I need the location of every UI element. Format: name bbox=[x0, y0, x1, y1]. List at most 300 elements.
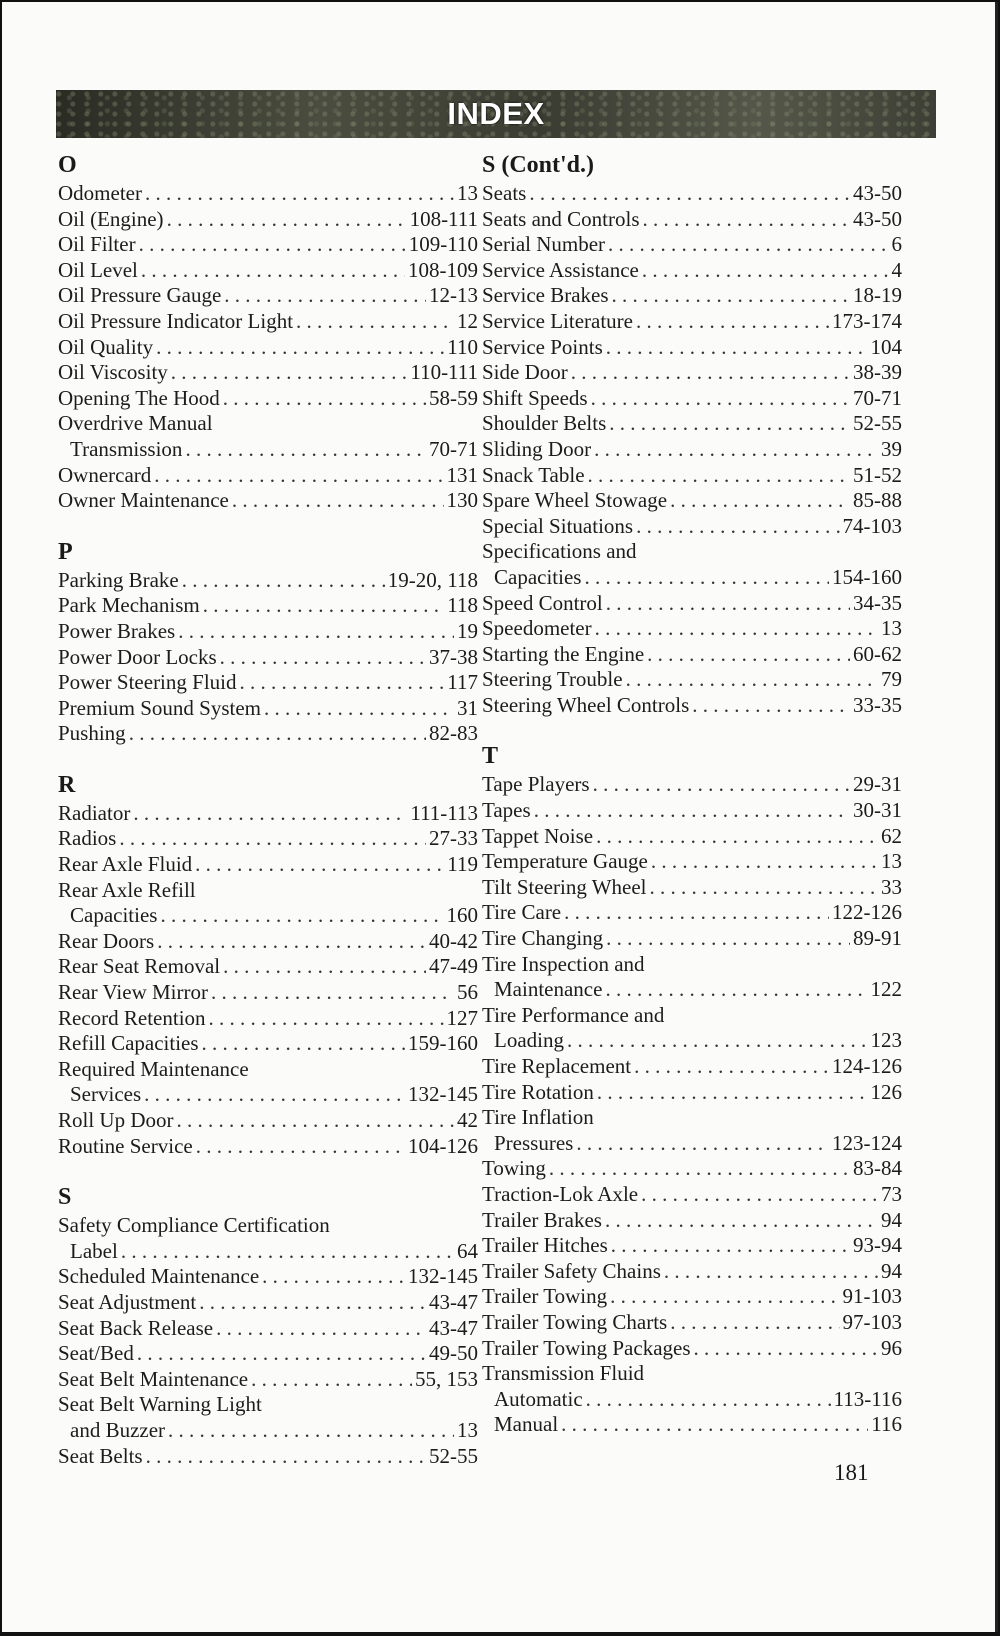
index-entry-term: Premium Sound System bbox=[58, 695, 262, 720]
page-number: 181 bbox=[834, 1460, 869, 1485]
index-entry-term: Seats and Controls bbox=[482, 206, 640, 231]
index-entry bbox=[482, 900, 902, 926]
index-entry bbox=[58, 929, 478, 955]
index-entry-term: Rear View Mirror bbox=[58, 980, 208, 1005]
dot-leader bbox=[609, 411, 850, 437]
index-entry-pages: 97-103 bbox=[842, 1309, 902, 1334]
dot-leader bbox=[182, 568, 385, 594]
dot-leader bbox=[137, 1341, 426, 1367]
index-entry-pages: 124-126 bbox=[832, 1054, 902, 1078]
dot-leader bbox=[232, 488, 444, 514]
index-entry-term: Trailer Towing Packages bbox=[482, 1335, 691, 1360]
index-entry bbox=[482, 1233, 902, 1259]
index-entry-term: Snack Table bbox=[482, 462, 585, 487]
index-entry bbox=[482, 565, 902, 591]
index-entry bbox=[58, 258, 478, 284]
dot-leader bbox=[694, 1336, 878, 1362]
index-entry bbox=[482, 1387, 902, 1413]
index-entry bbox=[58, 568, 478, 594]
index-entry bbox=[482, 514, 902, 540]
index-entry-term: Speed Control bbox=[482, 590, 603, 615]
dot-leader bbox=[634, 1054, 829, 1080]
index-entry bbox=[482, 1054, 902, 1080]
index-entry-term: Seat Belt Warning Light bbox=[58, 1392, 262, 1417]
index-entry-pages: 108-111 bbox=[409, 206, 478, 231]
dot-leader bbox=[196, 1134, 405, 1160]
dot-leader bbox=[167, 207, 407, 233]
dot-leader bbox=[626, 667, 878, 693]
index-entry-subterm: Services bbox=[70, 1082, 142, 1107]
index-entry-term: Rear Seat Removal bbox=[58, 954, 221, 979]
dot-leader bbox=[692, 693, 850, 719]
index-entry bbox=[482, 488, 902, 514]
dot-leader bbox=[224, 283, 426, 309]
index-entry-pages: 70-71 bbox=[853, 385, 902, 410]
index-section-o bbox=[58, 149, 478, 514]
index-entry-pages: 126 bbox=[870, 1079, 902, 1104]
dot-leader bbox=[651, 849, 878, 875]
dot-leader bbox=[593, 772, 850, 798]
index-entry-term: Oil Pressure Gauge bbox=[58, 283, 222, 308]
index-entry-pages: 13 bbox=[457, 181, 478, 205]
index-entry bbox=[58, 852, 478, 878]
index-entry-pages: 30-31 bbox=[853, 798, 902, 823]
index-entry-term: Tappet Noise bbox=[482, 823, 594, 848]
dot-leader bbox=[296, 309, 454, 335]
page-title: INDEX bbox=[447, 96, 545, 131]
index-entry-subterm: Maintenance bbox=[494, 977, 603, 1002]
index-entry-pages: 13 bbox=[881, 849, 902, 874]
index-entry bbox=[58, 386, 478, 412]
index-entry-term: Routine Service bbox=[58, 1133, 193, 1158]
dot-leader bbox=[534, 798, 850, 824]
index-entry bbox=[482, 591, 902, 617]
index-entry bbox=[58, 1418, 478, 1444]
dot-leader bbox=[606, 926, 850, 952]
index-entry-term: Serial Number bbox=[482, 232, 606, 257]
index-entry bbox=[482, 283, 902, 309]
index-entry-term: Power Brakes bbox=[58, 618, 176, 643]
dot-leader bbox=[567, 1028, 868, 1054]
index-entry bbox=[58, 181, 478, 207]
index-entry-subterm: Capacities bbox=[70, 903, 158, 928]
index-entry-subterm: Transmission bbox=[70, 436, 183, 461]
dot-leader bbox=[133, 801, 407, 827]
dot-leader bbox=[606, 335, 868, 361]
index-section-s bbox=[58, 1181, 478, 1469]
index-entry-term: Towing bbox=[482, 1156, 546, 1181]
dot-leader bbox=[223, 954, 426, 980]
index-entry bbox=[58, 670, 478, 696]
index-entry bbox=[482, 309, 902, 335]
index-entry-term: Tire Inspection and bbox=[482, 951, 645, 976]
index-entry-term: Rear Doors bbox=[58, 928, 155, 953]
index-entry bbox=[482, 875, 902, 901]
dot-leader bbox=[643, 207, 851, 233]
index-entry-subterm: Manual bbox=[494, 1412, 559, 1437]
index-entry bbox=[482, 693, 902, 719]
index-entry-pages: 33 bbox=[881, 874, 902, 899]
index-entry-pages: 109-110 bbox=[408, 232, 478, 257]
index-entry bbox=[58, 1264, 478, 1290]
index-entry-pages: 60-62 bbox=[853, 641, 902, 666]
index-entry-term: Speedometer bbox=[482, 616, 592, 641]
index-entry-pages: 62 bbox=[881, 823, 902, 848]
index-entry bbox=[482, 181, 902, 207]
index-entry bbox=[58, 309, 478, 335]
index-entry-pages: 117 bbox=[447, 670, 478, 695]
index-entry bbox=[482, 1182, 902, 1208]
dot-leader bbox=[168, 1418, 454, 1444]
index-entry bbox=[482, 1259, 902, 1285]
index-entry-term: Ownercard bbox=[58, 462, 152, 487]
index-entry bbox=[482, 642, 902, 668]
index-entry-pages: 85-88 bbox=[853, 488, 902, 513]
index-entry-pages: 132-145 bbox=[408, 1264, 478, 1289]
index-entry-term: Transmission Fluid bbox=[482, 1361, 645, 1386]
index-entry bbox=[482, 335, 902, 361]
index-entry bbox=[58, 903, 478, 929]
index-entry-pages: 38-39 bbox=[853, 360, 902, 385]
index-entry-term: Special Situations bbox=[482, 513, 634, 538]
dot-leader bbox=[171, 360, 408, 386]
index-entry-term: Seat Back Release bbox=[58, 1315, 214, 1340]
dot-leader bbox=[209, 1006, 444, 1032]
dot-leader bbox=[129, 721, 426, 747]
dot-leader bbox=[262, 1264, 405, 1290]
index-entry-pages: 74-103 bbox=[842, 513, 902, 538]
index-entry-term: Shift Speeds bbox=[482, 385, 588, 410]
index-entry-pages: 58-59 bbox=[429, 385, 478, 410]
index-entry bbox=[58, 696, 478, 722]
index-entry bbox=[58, 1108, 478, 1134]
index-entry-pages: 19-20, 118 bbox=[387, 567, 478, 592]
dot-leader bbox=[146, 1444, 426, 1470]
index-entry bbox=[482, 1284, 902, 1310]
index-entry-term: Trailer Safety Chains bbox=[482, 1258, 661, 1283]
index-entry-pages: 12 bbox=[457, 308, 478, 333]
index-entry-pages: 122-126 bbox=[832, 900, 902, 925]
index-entry bbox=[482, 849, 902, 875]
index-entry-pages: 104 bbox=[870, 334, 902, 359]
index-entry bbox=[482, 798, 902, 824]
index-entry-term: Required Maintenance bbox=[58, 1056, 249, 1081]
index-entry-term: Tapes bbox=[482, 798, 531, 823]
index-entry bbox=[58, 593, 478, 619]
section-letter: R bbox=[58, 771, 76, 798]
dot-leader bbox=[641, 1182, 878, 1208]
dot-leader bbox=[670, 1310, 839, 1336]
dot-leader bbox=[584, 565, 829, 591]
dot-leader bbox=[144, 1082, 405, 1108]
index-page bbox=[2, 2, 998, 1632]
index-entry-term: Rear Axle Fluid bbox=[58, 852, 193, 877]
index-entry-pages: 13 bbox=[457, 1417, 478, 1442]
index-entry-term: Seat/Bed bbox=[58, 1341, 134, 1366]
index-entry bbox=[482, 258, 902, 284]
index-entry-pages: 89-91 bbox=[853, 926, 902, 951]
index-entry-pages: 93-94 bbox=[853, 1233, 902, 1258]
index-entry-term: Refill Capacities bbox=[58, 1031, 199, 1056]
dot-leader bbox=[595, 616, 878, 642]
index-entry bbox=[482, 386, 902, 412]
index-entry bbox=[58, 488, 478, 514]
index-entry bbox=[58, 801, 478, 827]
index-entry bbox=[58, 1134, 478, 1160]
index-entry-pages: 55, 153 bbox=[415, 1366, 478, 1391]
index-entry-term: Roll Up Door bbox=[58, 1108, 174, 1132]
index-entry-term: Seat Belt Maintenance bbox=[58, 1366, 249, 1391]
index-entry-pages: 110-111 bbox=[410, 360, 478, 385]
index-entry-pages: 123-124 bbox=[832, 1130, 902, 1155]
index-entry-pages: 79 bbox=[881, 667, 902, 692]
index-entry-term: Temperature Gauge bbox=[482, 849, 648, 874]
index-entry-subterm: Automatic bbox=[494, 1386, 583, 1411]
index-entry bbox=[482, 1028, 902, 1054]
index-entry-pages: 56 bbox=[457, 980, 478, 1005]
index-entry bbox=[482, 824, 902, 850]
index-entry-term: Service Points bbox=[482, 334, 603, 359]
dot-leader bbox=[561, 1412, 868, 1438]
index-entry bbox=[58, 437, 478, 463]
index-entry-term: Specifications and bbox=[482, 539, 637, 564]
index-entry-term: Radiator bbox=[58, 800, 131, 825]
index-entry-term: Tire Rotation bbox=[482, 1079, 594, 1104]
index-entry bbox=[58, 1031, 478, 1057]
dot-leader bbox=[636, 309, 829, 335]
index-entry-pages: 12-13 bbox=[429, 283, 478, 308]
index-entry-pages: 43-50 bbox=[853, 181, 902, 205]
dot-leader bbox=[141, 258, 405, 284]
index-entry-pages: 111-113 bbox=[410, 800, 478, 825]
index-section-r bbox=[58, 769, 478, 1159]
index-entry-pages: 13 bbox=[881, 616, 902, 641]
index-entry-pages: 123 bbox=[870, 1028, 902, 1053]
index-entry bbox=[58, 1082, 478, 1108]
dot-leader bbox=[670, 488, 850, 514]
index-entry-pages: 159-160 bbox=[408, 1031, 478, 1056]
dot-leader bbox=[264, 696, 454, 722]
index-entry-term: Oil Viscosity bbox=[58, 360, 168, 385]
index-entry-term: Seat Adjustment bbox=[58, 1289, 197, 1314]
index-entry bbox=[482, 977, 902, 1003]
index-entry-term: Tire Performance and bbox=[482, 1002, 665, 1027]
right-column bbox=[482, 149, 902, 1460]
dot-leader bbox=[216, 1316, 426, 1342]
index-entry-pages: 43-50 bbox=[853, 206, 902, 231]
dot-leader bbox=[203, 593, 445, 619]
index-entry-pages: 83-84 bbox=[853, 1156, 902, 1181]
index-entry-term: Sliding Door bbox=[482, 436, 592, 461]
index-entry bbox=[482, 463, 902, 489]
dot-leader bbox=[220, 645, 426, 671]
index-entry-term: Shoulder Belts bbox=[482, 411, 607, 436]
index-entry-term: Oil Quality bbox=[58, 334, 154, 359]
index-entry-term: Oil Filter bbox=[58, 232, 136, 257]
dot-leader bbox=[240, 670, 445, 696]
index-entry-term: Tilt Steering Wheel bbox=[482, 874, 647, 899]
index-entry-subterm: Capacities bbox=[494, 564, 582, 589]
dot-leader bbox=[154, 463, 443, 489]
index-entry-term: Parking Brake bbox=[58, 567, 179, 592]
index-entry-pages: 39 bbox=[881, 436, 902, 461]
index-entry-term: Service Literature bbox=[482, 308, 633, 333]
index-entry-term: Tire Care bbox=[482, 900, 562, 925]
index-entry bbox=[58, 283, 478, 309]
index-entry-pages: 52-55 bbox=[853, 411, 902, 436]
index-entry-pages: 4 bbox=[891, 257, 902, 282]
index-entry-term: Service Assistance bbox=[482, 257, 639, 282]
index-entry-term: Oil Level bbox=[58, 257, 138, 282]
index-entry-pages: 33-35 bbox=[853, 692, 902, 717]
index-entry bbox=[482, 1208, 902, 1234]
index-entry-term: Radios bbox=[58, 826, 117, 851]
index-entry-term: Side Door bbox=[482, 360, 568, 385]
index-entry bbox=[58, 619, 478, 645]
index-entry-pages: 127 bbox=[446, 1005, 478, 1030]
dot-leader bbox=[202, 1031, 405, 1057]
index-entry-term: Tire Changing bbox=[482, 926, 604, 951]
index-entry bbox=[482, 667, 902, 693]
index-entry-term: Record Retention bbox=[58, 1005, 206, 1030]
dot-leader bbox=[178, 619, 454, 645]
index-entry-pages: 160 bbox=[446, 903, 478, 928]
index-entry-pages: 116 bbox=[871, 1412, 902, 1437]
index-entry-pages: 6 bbox=[891, 232, 902, 257]
dot-leader bbox=[223, 386, 426, 412]
index-entry-pages: 173-174 bbox=[832, 308, 902, 333]
index-entry-pages: 43-47 bbox=[429, 1289, 478, 1314]
dot-leader bbox=[636, 514, 839, 540]
left-column bbox=[58, 149, 478, 1491]
index-section-p bbox=[58, 536, 478, 747]
index-entry-term: Trailer Hitches bbox=[482, 1233, 608, 1258]
index-entry-pages: 64 bbox=[457, 1238, 478, 1263]
index-entry-term: Power Steering Fluid bbox=[58, 670, 237, 695]
index-entry-term: Tire Inflation bbox=[482, 1105, 594, 1130]
section-letter: P bbox=[58, 538, 73, 565]
dot-leader bbox=[594, 437, 878, 463]
index-entry-pages: 29-31 bbox=[853, 772, 902, 797]
index-entry-pages: 113-116 bbox=[833, 1386, 902, 1411]
index-entry bbox=[482, 1310, 902, 1336]
index-entry-pages: 52-55 bbox=[429, 1443, 478, 1468]
index-entry bbox=[482, 411, 902, 437]
index-entry-subterm: and Buzzer bbox=[70, 1417, 166, 1442]
index-entry bbox=[482, 437, 902, 463]
index-entry bbox=[58, 335, 478, 361]
dot-leader bbox=[195, 852, 444, 878]
index-entry-pages: 130 bbox=[446, 488, 478, 513]
index-entry-term: Steering Trouble bbox=[482, 667, 623, 692]
index-entry-term: Seats bbox=[482, 181, 527, 205]
index-entry bbox=[482, 1131, 902, 1157]
index-entry-subterm: Pressures bbox=[494, 1130, 574, 1155]
index-entry bbox=[482, 1336, 902, 1362]
index-entry bbox=[58, 1367, 478, 1393]
dot-leader bbox=[211, 980, 454, 1006]
dot-leader bbox=[177, 1108, 455, 1134]
dot-leader bbox=[642, 258, 889, 284]
index-entry-pages: 108-109 bbox=[408, 257, 478, 282]
index-entry-pages: 51-52 bbox=[853, 462, 902, 487]
index-entry-term: Tape Players bbox=[482, 772, 590, 797]
index-entry-term: Opening The Hood bbox=[58, 385, 220, 410]
index-entry-term: Spare Wheel Stowage bbox=[482, 488, 668, 513]
dot-leader bbox=[251, 1367, 412, 1393]
dot-leader bbox=[611, 1233, 850, 1259]
dot-leader bbox=[650, 875, 879, 901]
index-entry-term: Park Mechanism bbox=[58, 593, 200, 618]
dot-leader bbox=[185, 437, 426, 463]
dot-leader bbox=[596, 824, 878, 850]
index-entry-pages: 91-103 bbox=[842, 1284, 902, 1309]
index-entry-term: Overdrive Manual bbox=[58, 411, 213, 436]
index-entry-pages: 131 bbox=[446, 462, 478, 487]
dot-leader bbox=[157, 929, 426, 955]
dot-leader bbox=[591, 386, 850, 412]
index-entry-term: Seat Belts bbox=[58, 1443, 143, 1468]
dot-leader bbox=[199, 1290, 426, 1316]
index-entry bbox=[58, 721, 478, 747]
index-entry-term: Starting the Engine bbox=[482, 641, 645, 666]
index-entry-term: Pushing bbox=[58, 721, 126, 746]
index-entry bbox=[482, 772, 902, 798]
index-entry-pages: 104-126 bbox=[408, 1133, 478, 1158]
index-entry-subterm: Loading bbox=[494, 1028, 564, 1053]
index-entry-term: Service Brakes bbox=[482, 283, 609, 308]
index-entry-pages: 37-38 bbox=[429, 644, 478, 669]
index-entry-pages: 47-49 bbox=[429, 954, 478, 979]
index-entry bbox=[58, 980, 478, 1006]
dot-leader bbox=[608, 232, 888, 258]
index-entry bbox=[58, 954, 478, 980]
section-letter: O bbox=[58, 152, 77, 178]
index-entry-term: Owner Maintenance bbox=[58, 488, 229, 513]
dot-leader bbox=[597, 1080, 868, 1106]
dot-leader bbox=[139, 232, 406, 258]
index-entry bbox=[58, 463, 478, 489]
index-entry-pages: 94 bbox=[881, 1207, 902, 1232]
index-entry-pages: 73 bbox=[881, 1181, 902, 1206]
index-entry-term: Rear Axle Refill bbox=[58, 877, 196, 902]
index-entry bbox=[58, 1341, 478, 1367]
index-entry-subterm: Label bbox=[70, 1238, 118, 1263]
index-entry-pages: 19 bbox=[457, 618, 478, 643]
index-entry-term: Oil (Engine) bbox=[58, 206, 164, 231]
index-entry bbox=[482, 232, 902, 258]
index-entry bbox=[482, 1080, 902, 1106]
dot-leader bbox=[549, 1156, 850, 1182]
index-entry-pages: 122 bbox=[870, 977, 902, 1002]
index-entry-term: Tire Replacement bbox=[482, 1054, 632, 1078]
index-entry-term: Trailer Towing Charts bbox=[482, 1309, 668, 1334]
index-entry bbox=[58, 207, 478, 233]
index-entry-term: Steering Wheel Controls bbox=[482, 692, 690, 717]
index-entry-pages: 27-33 bbox=[429, 826, 478, 851]
index-entry-pages: 110 bbox=[447, 334, 478, 359]
dot-leader bbox=[612, 283, 850, 309]
index-entry-pages: 118 bbox=[447, 593, 478, 618]
index-section-s-cont-d bbox=[482, 149, 902, 718]
index-entry-pages: 132-145 bbox=[408, 1082, 478, 1107]
dot-leader bbox=[571, 360, 850, 386]
index-entry-pages: 42 bbox=[457, 1108, 478, 1132]
dot-leader bbox=[647, 642, 850, 668]
dot-leader bbox=[588, 463, 850, 489]
dot-leader bbox=[156, 335, 444, 361]
index-entry bbox=[482, 360, 902, 386]
